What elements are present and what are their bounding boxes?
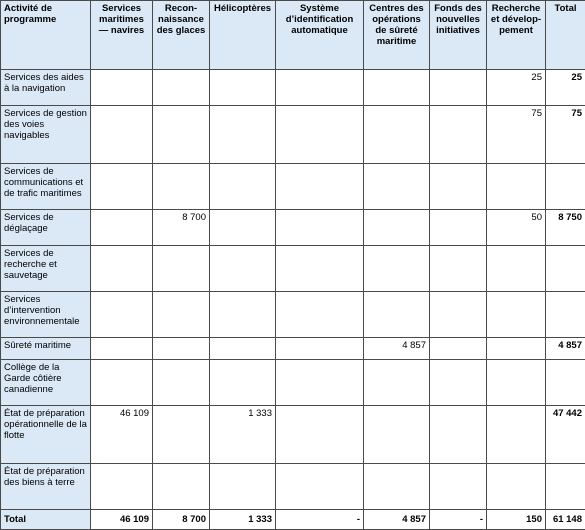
table-cell xyxy=(210,292,276,338)
table-cell xyxy=(430,106,487,164)
table-cell: 8 700 xyxy=(153,210,210,246)
table-cell xyxy=(91,70,153,106)
table-cell xyxy=(91,246,153,292)
table-cell: 50 xyxy=(487,210,546,246)
table-cell xyxy=(276,106,364,164)
table-cell xyxy=(153,464,210,510)
row-label: État de préparation opérationnelle de la flotte xyxy=(1,406,91,464)
table-cell: 1 333 xyxy=(210,406,276,464)
table-cell xyxy=(91,164,153,210)
table-cell: 46 109 xyxy=(91,406,153,464)
table-cell xyxy=(430,70,487,106)
table-cell xyxy=(430,210,487,246)
table-cell xyxy=(364,210,430,246)
row-label: Services de communications et de trafic maritimes xyxy=(1,164,91,210)
row-total-cell: 47 442 xyxy=(546,406,585,464)
table-cell: 25 xyxy=(487,70,546,106)
row-total-cell xyxy=(546,246,585,292)
table-cell xyxy=(487,360,546,406)
total-cell: 46 109 xyxy=(91,510,153,530)
row-total-cell: 8 750 xyxy=(546,210,585,246)
table-row xyxy=(1,338,585,360)
table-cell xyxy=(276,164,364,210)
total-cell: 4 857 xyxy=(364,510,430,530)
row-total-cell: 25 xyxy=(546,70,585,106)
table-cell xyxy=(487,246,546,292)
table-cell xyxy=(364,70,430,106)
table-row xyxy=(1,246,585,292)
table-row xyxy=(1,464,585,510)
table-row xyxy=(1,292,585,338)
header-helicopters: Hélicoptères xyxy=(210,1,276,70)
table-cell xyxy=(153,246,210,292)
table-cell xyxy=(91,360,153,406)
table-cell xyxy=(153,106,210,164)
row-total-cell xyxy=(546,292,585,338)
table-cell xyxy=(487,164,546,210)
row-total-cell xyxy=(546,360,585,406)
table-cell xyxy=(430,360,487,406)
table-cell xyxy=(364,246,430,292)
table-cell xyxy=(364,360,430,406)
table-cell xyxy=(430,164,487,210)
table-cell xyxy=(153,292,210,338)
table-cell xyxy=(276,246,364,292)
header-new-initiatives: Fonds des nouvelles initiatives xyxy=(430,1,487,70)
row-label: État de préparation des biens à terre xyxy=(1,464,91,510)
table-cell xyxy=(364,164,430,210)
table-cell xyxy=(430,406,487,464)
table-row xyxy=(1,210,585,246)
table-cell xyxy=(153,338,210,360)
table-cell xyxy=(210,464,276,510)
header-ais: Système d’identification automatique xyxy=(276,1,364,70)
row-label: Services de déglaçage xyxy=(1,210,91,246)
table-cell xyxy=(210,70,276,106)
row-label: Sûreté maritime xyxy=(1,338,91,360)
table-cell xyxy=(91,464,153,510)
table-cell xyxy=(276,464,364,510)
table-cell xyxy=(91,106,153,164)
table-cell xyxy=(153,406,210,464)
row-label: Collège de la Garde côtière canadienne xyxy=(1,360,91,406)
row-label: Services de gestion des voies navigables xyxy=(1,106,91,164)
total-cell: 1 333 xyxy=(210,510,276,530)
table-row xyxy=(1,106,585,164)
row-label: Services d’intervention environnementale xyxy=(1,292,91,338)
table-cell xyxy=(364,464,430,510)
header-activity: Activité de programme xyxy=(1,1,91,70)
table-cell xyxy=(276,406,364,464)
total-cell: - xyxy=(276,510,364,530)
total-cell: - xyxy=(430,510,487,530)
table-cell xyxy=(210,210,276,246)
table-cell: 75 xyxy=(487,106,546,164)
table-cell xyxy=(276,338,364,360)
table-cell xyxy=(210,164,276,210)
header-ice-reconnaissance: Recon-naissance des glaces xyxy=(153,1,210,70)
table-row xyxy=(1,406,585,464)
table-cell xyxy=(210,246,276,292)
table-cell xyxy=(91,210,153,246)
table-cell xyxy=(91,292,153,338)
header-moc: Centres des opérations de sûreté maritime xyxy=(364,1,430,70)
total-row-label: Total xyxy=(1,510,91,530)
total-row xyxy=(1,510,585,530)
row-label: Services de recherche et sauvetage xyxy=(1,246,91,292)
table-cell xyxy=(487,292,546,338)
table-cell xyxy=(210,338,276,360)
table-cell xyxy=(276,292,364,338)
table-cell xyxy=(91,338,153,360)
table-cell: 4 857 xyxy=(364,338,430,360)
table-cell xyxy=(364,406,430,464)
table-cell xyxy=(430,338,487,360)
row-total-cell xyxy=(546,164,585,210)
header-research: Recherche et dévelop-pement xyxy=(487,1,546,70)
row-total-cell xyxy=(546,464,585,510)
table-row xyxy=(1,360,585,406)
table-row xyxy=(1,70,585,106)
table-cell xyxy=(276,70,364,106)
row-label: Services des aides à la navigation xyxy=(1,70,91,106)
table-cell xyxy=(430,292,487,338)
total-cell: 150 xyxy=(487,510,546,530)
table-cell xyxy=(487,464,546,510)
header-vessels: Services maritimes — navires xyxy=(91,1,153,70)
table-row xyxy=(1,164,585,210)
table-cell xyxy=(210,360,276,406)
table-cell xyxy=(276,210,364,246)
table-cell xyxy=(430,464,487,510)
row-total-cell: 75 xyxy=(546,106,585,164)
grand-total-cell: 61 148 xyxy=(546,510,585,530)
table-cell xyxy=(364,292,430,338)
table-cell xyxy=(153,360,210,406)
table-cell xyxy=(487,406,546,464)
table-cell xyxy=(153,70,210,106)
table-cell xyxy=(487,338,546,360)
header-row xyxy=(1,1,585,70)
table-cell xyxy=(276,360,364,406)
header-total: Total xyxy=(546,1,585,70)
total-cell: 8 700 xyxy=(153,510,210,530)
row-total-cell: 4 857 xyxy=(546,338,585,360)
table-cell xyxy=(153,164,210,210)
table-cell xyxy=(364,106,430,164)
table-cell xyxy=(430,246,487,292)
table-cell xyxy=(210,106,276,164)
